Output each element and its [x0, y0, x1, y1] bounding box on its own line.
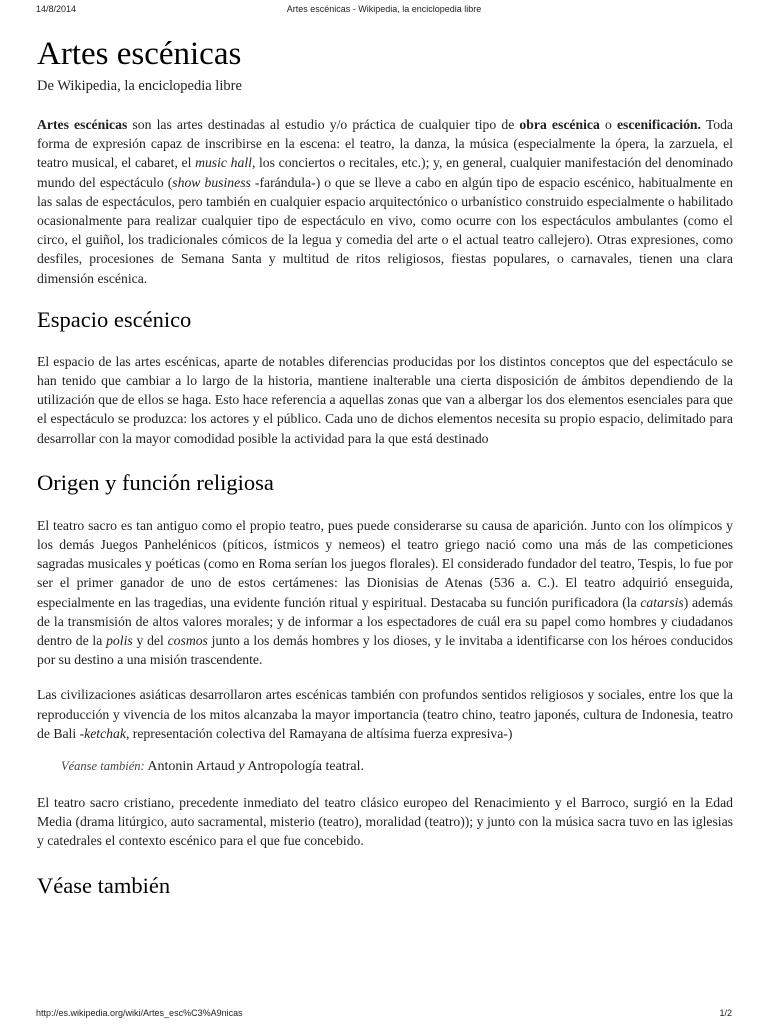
section-heading-origen: Origen y función religiosa	[37, 469, 274, 495]
article-content	[37, 34, 733, 901]
cosmos-term[interactable]: cosmos	[167, 633, 208, 649]
espacio-paragraph: El espacio de las artes escénicas, aparte de notables diferencias producidas por los distintos conceptos que del espectáculo se han tenido que cambiar a lo largo de la historia, mantiene inalterable una cierta disposición de ámbitos dependiendo de la utilización que de ellos se haga. Esto hace referencia a aquellas zonas que van a albergar los dos elementos esenciales para que el espectáculo se produzca: los actores y el público. Cada uno de dichos elementos necesita su propio espacio, delimitado para desarrollar con la mayor comodidad posible la actividad para la que está destinado	[37, 353, 733, 446]
origen-paragraph-3: El teatro sacro cristiano, precedente inmediato del teatro clásico europeo del Renacimiento y el Barroco, surgió en la Edad Media (drama litúrgico, auto sacramental, misterio (teatro), moralidad (teatro)); y junto con la música sacra tuvo en las iglesias y catedrales el contexto escénico para el que fue concebido.	[37, 795, 733, 849]
intro-term: Artes escénicas	[37, 117, 128, 132]
article-title: Artes escénicas	[37, 36, 242, 72]
see-also-lead: Véanse también:	[61, 759, 145, 774]
section-heading-espacio: Espacio escénico	[37, 306, 192, 332]
print-footer	[0, 1002, 768, 1024]
link-antropologia-teatral[interactable]: Antropología teatral	[247, 759, 361, 775]
origen-paragraph-2: Las civilizaciones asiáticas desarrollaron artes escénicas también con profundos sentidos religiosos y sociales, entre los que la reproducción y vivencia de los mitos alcanzaba la mayor importancia (teatro chino, teatro japonés, cultura de Indonesia, teatro de Bali -ketchak, representación colectiva del Ramayana de altísima fuerza expresiva-)	[37, 687, 733, 741]
link-obra-escenica[interactable]: obra escénica	[519, 117, 600, 132]
link-escenificacion[interactable]: escenificación.	[616, 117, 701, 132]
origen-paragraph-1: El teatro sacro es tan antiguo como el propio teatro, pues puede considerarse su causa de aparición. Junto con los olímpicos y los demás Juegos Panhelénicos (píticos, ístmicos y nemeos) el teatro griego nació como una más de las competiciones sagradas musicales y poéticas (como en Roma serían los juegos florales). El considerado fundador del teatro, Tespis, lo fue por ser el primer ganador de uno de estos certámenes: las Dionisias de Atenas (536 a. C.). El teatro adquirió enseguida, especialmente en las tragedias, una evidente función ritual y espiritual. Destacaba su función purificadora (la catarsis) además de la transmisión de altos valores morales; y de informar a los espectadores de cuál era su papel como hombres y ciudadanos dentro de la polis y del cosmos junto a los demás hombres y los dioses, y le invitaba a identificarse con los héroes conducidos por su destino a una misión trascendente.	[37, 517, 734, 668]
page-number: 1/2	[719, 1008, 732, 1018]
print-header	[0, 0, 768, 20]
music-hall-term[interactable]: music hall	[195, 155, 252, 171]
see-also-sep: y	[238, 759, 245, 775]
intro-paragraph: Artes escénicas son las artes destinadas al estudio y/o práctica de cualquier tipo de obra escénica o escenificación. Toda forma de expresión capaz de inscribirse en la escena: el teatro, la danza, la música (especialmente la ópera, la zarzuela, el teatro musical, el cabaret, el music hall, los conciertos o recitales, etc.); y, en general, cualquier manifestación del denominado mundo del espectáculo (show business -farándula-) o que se lleve a cabo en algún tipo de espacio escénico, habitualmente en las salas de espectáculos, pero también en cualquier espacio arquitectónico o urbanístico construido especialmente o habilitado ocasionalmente para realizar cualquier tipo de espectáculo en vivo, como ocurre con los espectáculos ambulantes (como el circo, el guiñol, los tradicionales cómicos de la legua y comedia del arte o el actual teatro callejero). Otras expresiones, como desfiles, procesiones de Semana Santa y multitud de ritos religiosos, fiestas populares, o carnavales, tienen una clara dimensión escénica.	[37, 117, 734, 286]
show-business-term[interactable]: show business	[172, 174, 251, 190]
print-date: 14/8/2014	[36, 4, 77, 14]
see-also-line: Véanse también: Antonin Artaud y Antropología teatral.	[61, 759, 364, 775]
print-page-title: Artes escénicas - Wikipedia, la enciclopedia libre	[286, 4, 482, 14]
link-antonin-artaud[interactable]: Antonin Artaud	[147, 759, 235, 775]
article-subtitle: De Wikipedia, la enciclopedia libre	[37, 78, 242, 94]
print-url: http://es.wikipedia.org/wiki/Artes_esc%C3%A9nicas	[36, 1008, 243, 1018]
section-heading-vease: Véase también	[37, 872, 171, 898]
catarsis-term[interactable]: catarsis	[640, 594, 684, 610]
polis-term[interactable]: polis	[106, 633, 133, 649]
ketchak-term[interactable]: ketchak	[84, 725, 126, 741]
